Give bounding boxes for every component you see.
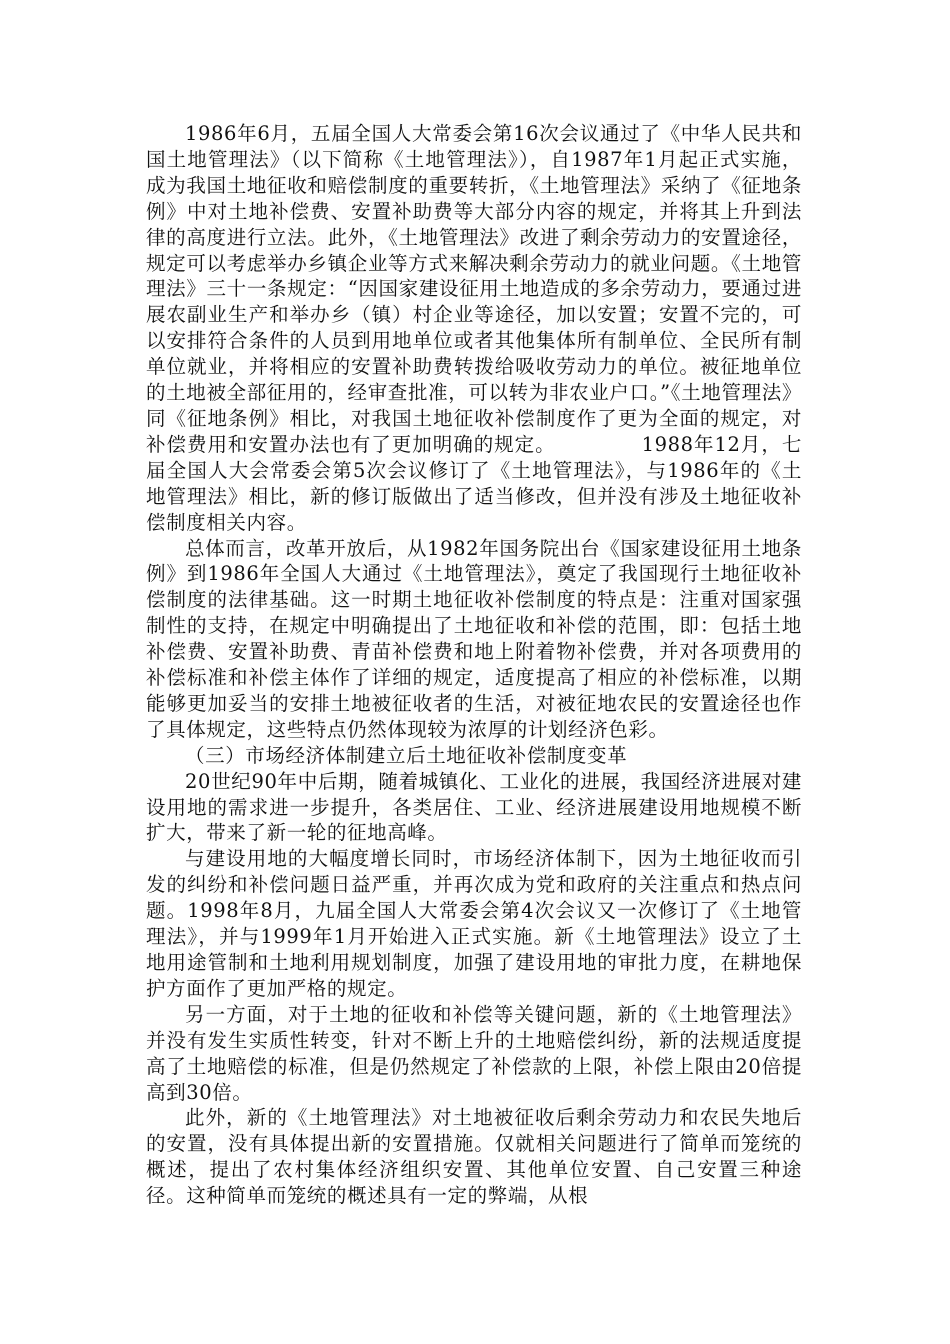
paragraph-2: 总体而言，改革开放后，从1982年国务院出台《国家建设征用土地条例》到1986年全国人大通过《土地管理法》，奠定了我国现行土地征收补偿制度的法律基础。这一时期土地征收补偿制度的特点是：注重对国家强制性的支持，在规定中明确提出了土地征收和补偿的范围，即：包括土地补偿费、安置补助费、青苗补偿费和地上附着物补偿费，并对各项费用的补偿标准和补偿主体作了详细的规定，适度提高了相应的补偿标准，以期能够更加妥当的安排土地被征收者的生活，对被征地农民的安置途径也作了具体规定，这些特点仍然体现较为浓厚的计划经济色彩。 <box>146 536 802 741</box>
section-heading: （三）市场经济体制建立后土地征收补偿制度变革 <box>185 743 628 767</box>
paragraph-1-text: 1986年6月，五届全国人大常委会第16次会议通过了《中华人民共和国土地管理法》（以下简称《土地管理法》），自1987年1月起正式实施，成为我国土地征收和赔偿制度的重要转折，《土地管理法》采纳了《征地条例》中对土地补偿费、安置补助费等大部分内容的规定，并将其上升到法律的高度进行立法。此外，《土地管理法》改进了剩余劳动力的安置途径，规定可以考虑举办乡镇企业等方式来解决剩余劳动力的就业问题。《土地管理法》三十一条规定：“因国家建设征用土地造成的多余劳动力，要通过进展农副业生产和举办乡（镇）村企业等途径，加以安置；安置不完的，可以安排符合条件的人员到用地单位或者其他集体所有制单位、全民所有制单位就业，并将相应的安置补助费转拨给吸收劳动力的单位。被征地单位的土地被全部征用的，经审查批准，可以转为非农业户口。”《土地管理法》同《征地条例》相比，对我国土地征收补偿制度作了更为全面的规定，对补偿费用和安置办法也有了更加明确的规定。 <box>146 122 802 456</box>
paragraph-3: 20世纪90年中后期，随着城镇化、工业化的进展，我国经济进展对建设用地的需求进一步提升，各类居住、工业、经济进展建设用地规模不断扩大，带来了新一轮的征地高峰。 <box>146 769 802 845</box>
document-body <box>146 121 802 1209</box>
paragraph-6: 此外，新的《土地管理法》对土地被征收后剩余劳动力和农民失地后的安置，没有具体提出新的安置措施。仅就相关问题进行了简单而笼统的概述，提出了农村集体经济组织安置、其他单位安置、自己安置三种途径。这种简单而笼统的概述具有一定的弊端，从根 <box>146 1106 802 1208</box>
paragraph-4: 与建设用地的大幅度增长同时，市场经济体制下，因为土地征收而引发的纠纷和补偿问题日益严重，并再次成为党和政府的关注重点和热点问题。1998年8月，九届全国人大常委会第4次会议又一次修订了《土地管理法》，并与1999年1月开始进入正式实施。新《土地管理法》设立了土地用途管制和土地利用规划制度，加强了建设用地的审批力度，在耕地保护方面作了更加严格的规定。 <box>146 847 802 1000</box>
paragraph-1-continuation: 1988年12月，七届全国人大会常委会第5次会议修订了《土地管理法》，与1986年的《土地管理法》相比，新的修订版做出了适当修改，但并没有涉及土地征收补偿制度相关内容。 <box>146 432 802 534</box>
paragraph-1 <box>146 121 802 536</box>
paragraph-5: 另一方面，对于土地的征收和补偿等关键问题，新的《土地管理法》并没有发生实质性转变，针对不断上升的土地赔偿纠纷，新的法规适度提高了土地赔偿的标准，但是仍然规定了补偿款的上限，补偿上限由20倍提高到30倍。 <box>146 1002 802 1104</box>
